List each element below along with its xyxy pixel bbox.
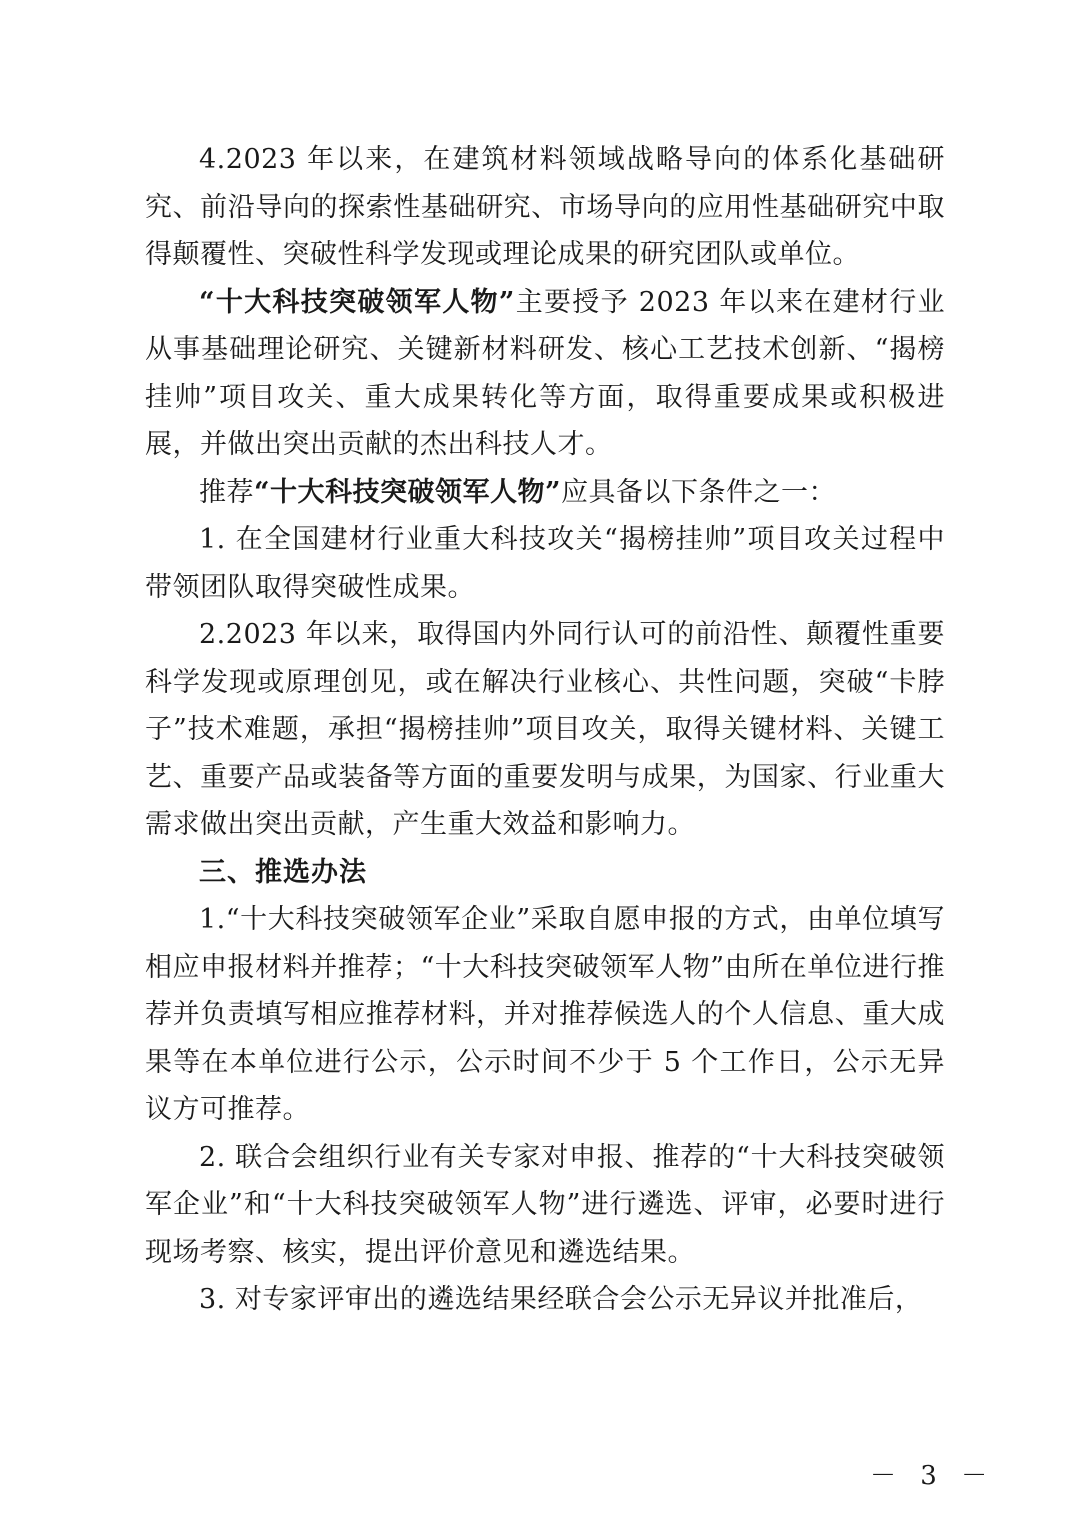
paragraph-text: 4.2023 年以来，在建筑材料领域战略导向的体系化基础研究、前沿导向的探索性基础研究、市场导向的应用性基础研究中取得颠覆性、突破性科学发现或理论成果的研究团队或单位。 (145, 144, 945, 270)
paragraph-leader-criterion-1 (145, 516, 945, 611)
page-number: － 3 － (870, 1461, 996, 1491)
section-heading: 三、推选办法 (199, 856, 367, 888)
document-body (145, 136, 945, 1324)
paragraph-selection-step-1 (145, 896, 945, 1134)
paragraph-criterion-4 (145, 136, 945, 279)
paragraph-text: 1.“十大科技突破领军企业”采取自愿申报的方式，由单位填写相应申报材料并推荐；“十大科技突破领军人物”由所在单位进行推荐并负责填写相应推荐材料，并对推荐候选人的个人信息、重大成果等在本单位进行公示，公示时间不少于 5 个工作日，公示无异议方可推荐。 (145, 904, 945, 1125)
paragraph-text: 2.2023 年以来，取得国内外同行认可的前沿性、颠覆性重要科学发现或原理创见，或在解决行业核心、共性问题，突破“卡脖子”技术难题，承担“揭榜挂帅”项目攻关，取得关键材料、关键工艺、重要产品或装备等方面的重要发明与成果，为国家、行业重大需求做出突出贡献，产生重大效益和影响力。 (145, 619, 945, 840)
paragraph-selection-step-3 (145, 1276, 945, 1324)
paragraph-leader-award-description (145, 279, 945, 469)
paragraph-leader-criterion-2 (145, 611, 945, 849)
paragraph-text: 1. 在全国建材行业重大科技攻关“揭榜挂帅”项目攻关过程中带领团队取得突破性成果。 (145, 524, 945, 603)
paragraph-lead: 推荐 (199, 476, 254, 508)
paragraph-text: 主要授予 2023 年以来在建材行业从事基础理论研究、关键新材料研发、核心工艺技术创新、“揭榜挂帅”项目攻关、重大成果转化等方面，取得重要成果或积极进展，并做出突出贡献的杰出科技人才。 (145, 286, 945, 460)
paragraph-selection-step-2 (145, 1134, 945, 1277)
paragraph-leader-criteria-intro (145, 469, 945, 517)
award-title-bold: “十大科技突破领军人物” (199, 286, 515, 318)
paragraph-text: 应具备以下条件之一： (561, 476, 837, 508)
award-title-bold: “十大科技突破领军人物” (254, 476, 562, 508)
paragraph-text: 2. 联合会组织行业有关专家对申报、推荐的“十大科技突破领军企业”和“十大科技突破领军人物”进行遴选、评审，必要时进行现场考察、核实，提出评价意见和遴选结果。 (145, 1141, 945, 1268)
paragraph-text: 3. 对专家评审出的遴选结果经联合会公示无异议并批准后， (199, 1284, 923, 1315)
